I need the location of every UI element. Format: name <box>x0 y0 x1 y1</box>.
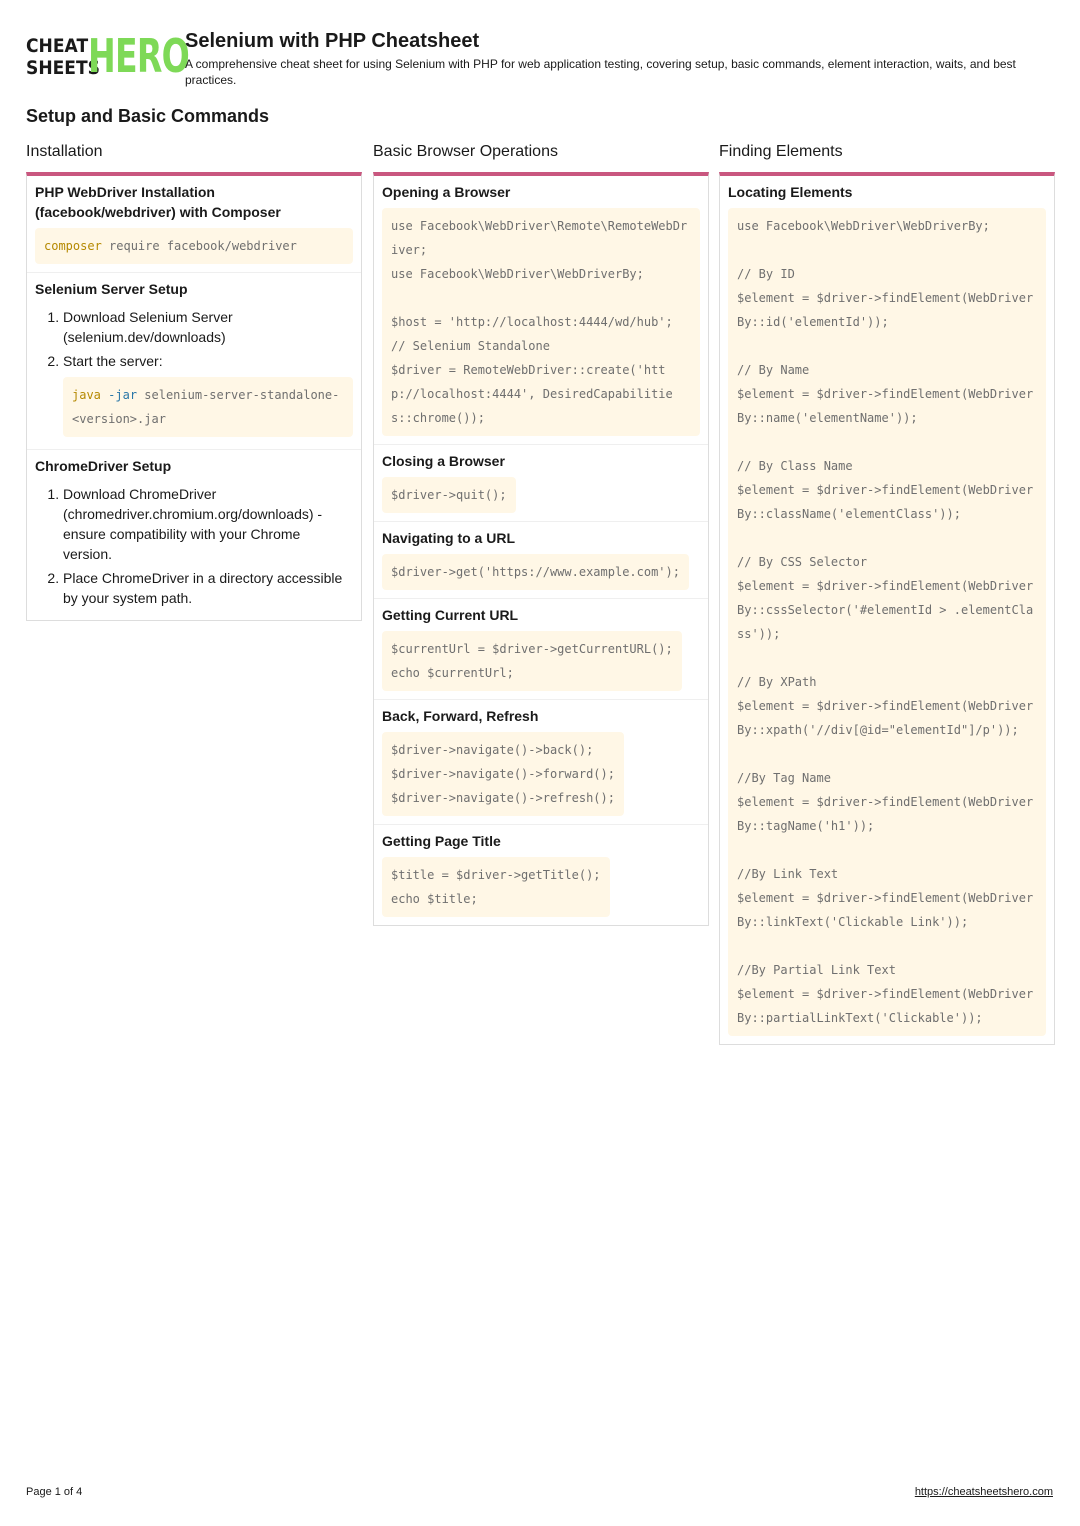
locating-elements-title: Locating Elements <box>728 184 853 200</box>
java-keyword: java <box>72 388 101 402</box>
current-url-code[interactable]: $currentUrl = $driver->getCurrentURL(); echo $currentUrl; <box>382 631 682 691</box>
section-title: Setup and Basic Commands <box>26 106 270 126</box>
browser-ops-card <box>373 172 709 926</box>
installation-title: Installation <box>26 143 103 160</box>
page-header <box>26 28 1056 98</box>
logo-sheets-text: SHEETS <box>26 57 100 79</box>
logo-cheat-text: CHEAT <box>26 35 89 57</box>
close-browser-block <box>374 445 708 522</box>
server-step-2 <box>63 351 353 437</box>
current-url-block <box>374 599 708 700</box>
webdriver-install-title: PHP WebDriver Installation (facebook/webdriver) with Composer <box>35 184 281 220</box>
back-forward-refresh-block <box>374 700 708 825</box>
navigate-url-code[interactable]: $driver->get('https://www.example.com'); <box>382 554 689 590</box>
chromedriver-title: ChromeDriver Setup <box>35 458 172 474</box>
page-description: A comprehensive cheat sheet for using Selenium with PHP for web application testing, covering setup, basic commands, element interaction, waits, and best practices. <box>185 57 1016 87</box>
locating-elements-block <box>720 176 1054 1044</box>
back-forward-refresh-title: Back, Forward, Refresh <box>382 708 539 724</box>
composer-keyword: composer <box>44 239 102 253</box>
page-title-block <box>374 825 708 925</box>
chrome-step-2: 2. Place ChromeDriver in a directory accessible by your system path. <box>63 568 353 608</box>
server-step-2-text: Start the server: <box>63 353 163 369</box>
composer-args: require facebook/webdriver <box>101 239 297 253</box>
webdriver-install-block <box>27 176 361 273</box>
installation-card <box>26 172 362 621</box>
navigate-url-block <box>374 522 708 599</box>
chromedriver-steps <box>35 484 353 608</box>
footer-link[interactable]: https://cheatsheetshero.com <box>914 1486 1053 1498</box>
logo-hero-text: HERO <box>88 29 190 83</box>
open-browser-code[interactable]: use Facebook\WebDriver\Remote\RemoteWebDriver; use Facebook\WebDriver\WebDriverBy; $host = 'http://localhost:4444/wd/hub'; // Selenium Standalone $driver = RemoteWebDriver::create('http://localhost:4444', DesiredCapabilities::chrome()); <box>382 208 700 436</box>
browser-ops-column <box>373 140 709 926</box>
chromedriver-block <box>27 450 361 620</box>
java-jar-command-code[interactable] <box>63 377 353 437</box>
page-title-code[interactable]: $title = $driver->getTitle(); echo $title; <box>382 857 610 917</box>
selenium-server-block <box>27 273 361 450</box>
open-browser-block <box>374 176 708 445</box>
close-browser-code[interactable]: $driver->quit(); <box>382 477 516 513</box>
finding-elements-column <box>719 140 1055 1045</box>
selenium-server-steps <box>35 307 353 437</box>
cheatsheets-hero-logo[interactable] <box>26 29 190 83</box>
page-title: Selenium with PHP Cheatsheet <box>185 30 480 52</box>
finding-elements-title: Finding Elements <box>719 143 843 160</box>
title-block <box>185 28 1055 88</box>
installation-column <box>26 140 362 621</box>
page-number: Page 1 of 4 <box>26 1486 83 1498</box>
selenium-server-title: Selenium Server Setup <box>35 281 188 297</box>
browser-ops-title: Basic Browser Operations <box>373 143 558 160</box>
composer-command-code[interactable] <box>35 228 353 264</box>
back-forward-refresh-code[interactable]: $driver->navigate()->back(); $driver->navigate()->forward(); $driver->navigate()->refresh(); <box>382 732 624 816</box>
open-browser-title: Opening a Browser <box>382 184 511 200</box>
locating-elements-code[interactable]: use Facebook\WebDriver\WebDriverBy; // By ID $element = $driver->findElement(WebDriverBy::id('elementId')); // By Name $element = $driver->findElement(WebDriverBy::name('elementName')); // By Class Name $element = $driver->findElement(WebDriverBy::className('elementClass')); // By CSS Selector $element = $driver->findElement(WebDriverBy::cssSelector('#elementId > .elementClass')); // By XPath $element = $driver->findElement(WebDriverBy::xpath('//div[@id="elementId"]/p')); //By Tag Name $element = $driver->findElement(WebDriverBy::tagName('h1')); //By Link Text $element = $driver->findElement(WebDriverBy::linkText('Clickable Link')); //By Partial Link Text $element = $driver->findElement(WebDriverBy::partialLinkText('Clickable')); <box>728 208 1046 1036</box>
chrome-step-1: 1. Download ChromeDriver (chromedriver.chromium.org/downloads) - ensure compatibility with your Chrome version. <box>63 484 353 564</box>
jar-flag: -jar <box>108 388 138 402</box>
navigate-url-title: Navigating to a URL <box>382 530 516 546</box>
current-url-title: Getting Current URL <box>382 607 519 623</box>
close-browser-title: Closing a Browser <box>382 453 505 469</box>
finding-elements-card <box>719 172 1055 1045</box>
page-title-heading: Getting Page Title <box>382 833 501 849</box>
jar-args: selenium-server-standalone-<version>.jar <box>72 388 340 426</box>
server-step-1: 1. Download Selenium Server (selenium.dev/downloads) <box>63 307 353 347</box>
